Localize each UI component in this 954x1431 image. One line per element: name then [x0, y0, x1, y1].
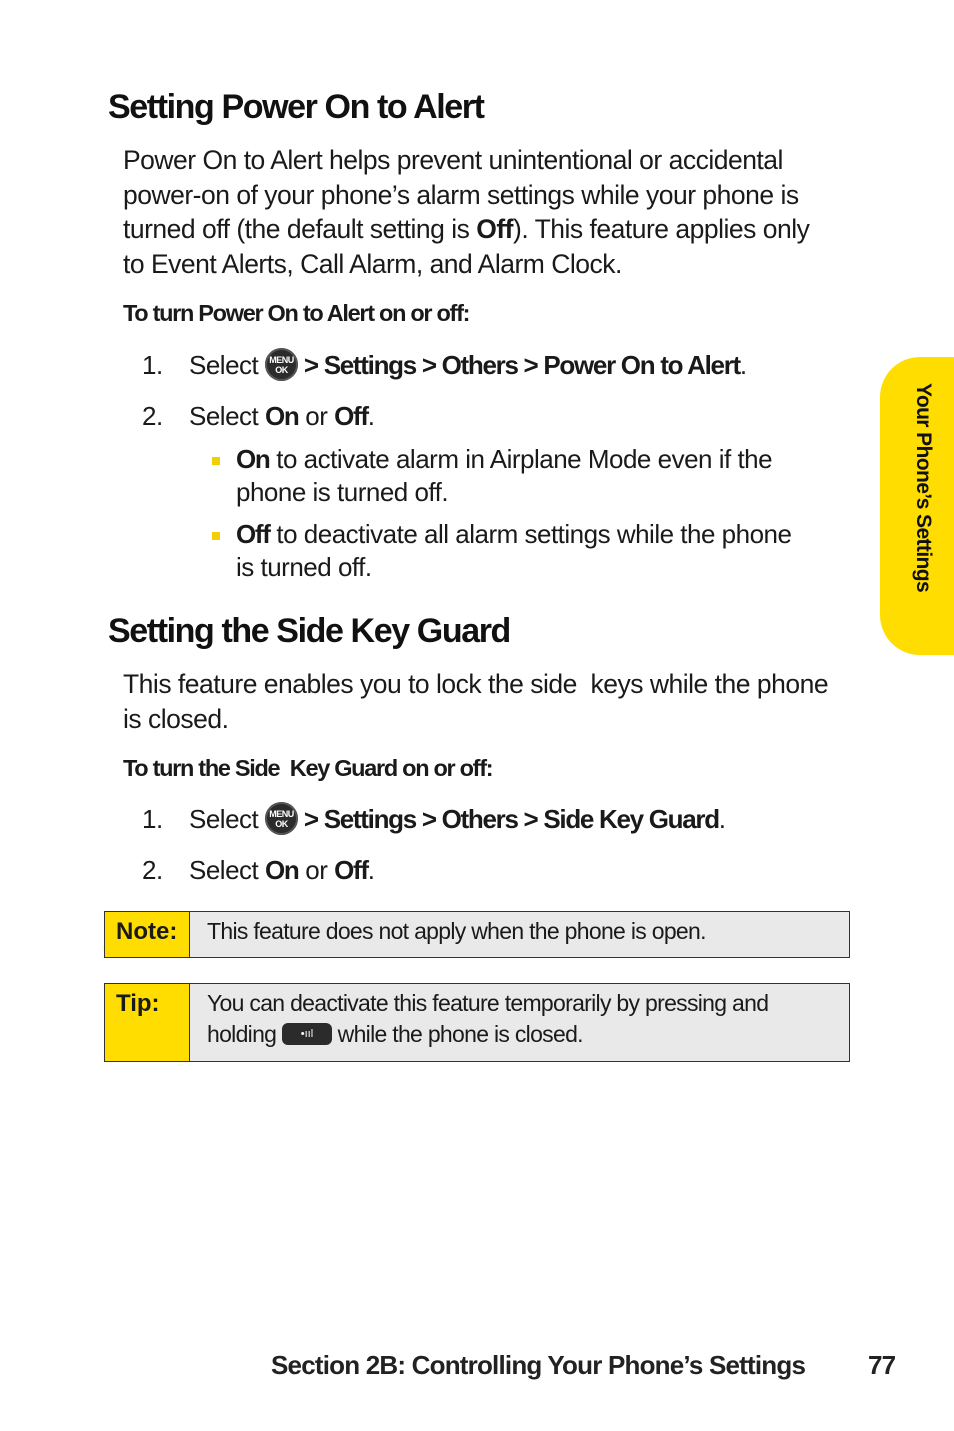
step-number: 2.: [142, 401, 163, 431]
para-line: to Event Alerts, Call Alarm, and Alarm Clock.: [123, 248, 622, 279]
bullet-text: to activate alarm in Airplane Mode even if the: [269, 444, 773, 474]
menu-path: > Settings > Others > Side Key Guard: [298, 804, 719, 834]
section1-step-1: [142, 350, 747, 384]
para-line: is closed.: [123, 703, 229, 734]
side-key-icon: •ııl: [282, 1023, 332, 1045]
step-text: or: [298, 401, 335, 431]
menu-key-label: MENU: [269, 808, 294, 819]
tip-text-run: holding: [207, 1021, 282, 1047]
step-end: .: [367, 855, 375, 885]
menu-path: > Settings > Others > Power On to Alert: [298, 350, 740, 380]
text-run: turned off (the default setting is: [123, 214, 477, 244]
step-number: 2.: [142, 855, 163, 885]
section-title-power-on-to-alert: Setting Power On to Alert: [108, 88, 484, 126]
menu-ok-key-icon: [265, 348, 298, 381]
tip-label: Tip:: [105, 984, 190, 1061]
bullet-line: [236, 443, 856, 476]
tip-text: [190, 984, 849, 1061]
note-label: Note:: [105, 912, 190, 957]
step-end: .: [739, 350, 747, 380]
option-off: Off: [334, 401, 368, 431]
menu-ok-key-icon: [265, 802, 298, 835]
section2-step-2: [142, 855, 374, 886]
tip-text-run: while the phone is closed.: [331, 1021, 583, 1047]
bullet-square-icon: [212, 532, 220, 540]
tip-box: [104, 983, 850, 1062]
section1-bullet-off: [236, 518, 856, 584]
step-text: Select: [189, 350, 259, 380]
para-line: power-on of your phone’s alarm settings while your phone is: [123, 179, 799, 210]
default-setting-value: Off: [476, 214, 514, 244]
chapter-side-tab-label: Your Phone’s Settings: [912, 383, 935, 593]
tip-line: You can deactivate this feature temporarily by pressing and: [207, 990, 769, 1016]
menu-key-label: MENU: [269, 354, 294, 365]
bullet-line: is turned off.: [236, 552, 372, 582]
para-line: Power On to Alert helps prevent unintentional or accidental: [123, 145, 783, 175]
section1-description: [123, 143, 858, 281]
note-box: [104, 911, 850, 958]
bullet-bold: Off: [236, 519, 270, 549]
footer-section-label: Section 2B: Controlling Your Phone’s Settings: [271, 1350, 806, 1380]
option-on: On: [265, 855, 299, 885]
step-text: Select: [189, 804, 259, 834]
step-text: or: [298, 855, 335, 885]
section1-subhead: To turn Power On to Alert on or off:: [123, 300, 470, 326]
step-text: Select: [189, 855, 265, 885]
bullet-line: phone is turned off.: [236, 477, 449, 507]
section-title-side-key-guard: Setting the Side Key Guard: [108, 612, 510, 650]
option-off: Off: [334, 855, 368, 885]
option-on: On: [265, 401, 299, 431]
tip-line: [207, 1019, 849, 1050]
step-number: 1.: [142, 350, 163, 380]
section1-bullet-on: [236, 443, 856, 509]
bullet-line: [236, 518, 856, 551]
bullet-bold: On: [236, 444, 270, 474]
page-number: 77: [868, 1350, 896, 1380]
section1-step-2: [142, 401, 374, 432]
bullet-text: to deactivate all alarm settings while the phone: [269, 519, 792, 549]
para-line: [123, 212, 858, 247]
note-text: This feature does not apply when the phone is open.: [207, 918, 706, 944]
section2-step-1: [142, 804, 726, 838]
para-line: This feature enables you to lock the side keys while the phone: [123, 669, 829, 699]
section2-subhead: To turn the Side Key Guard on or off:: [123, 755, 493, 781]
ok-key-label: OK: [275, 364, 288, 375]
step-number: 1.: [142, 804, 163, 834]
text-run: ). This feature applies only: [513, 214, 810, 244]
step-text: Select: [189, 401, 265, 431]
ok-key-label: OK: [275, 818, 288, 829]
section2-description: [123, 667, 858, 736]
step-end: .: [367, 401, 375, 431]
bullet-square-icon: [212, 457, 220, 465]
step-end: .: [718, 804, 726, 834]
